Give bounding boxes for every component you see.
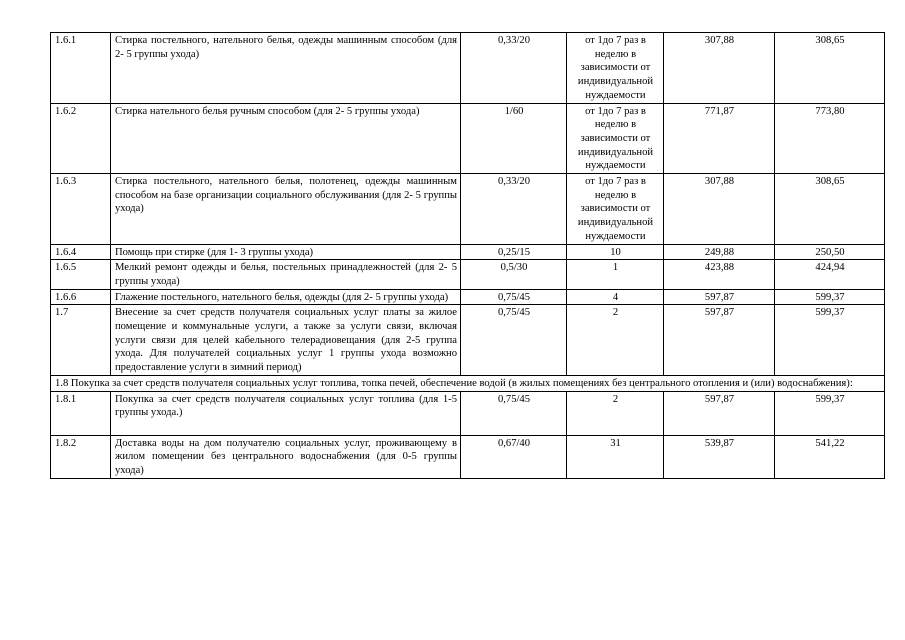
service-code: 1.8.1: [51, 391, 111, 435]
time-norm: 0,75/45: [461, 391, 567, 435]
table-row: [51, 103, 885, 174]
frequency: 31: [567, 435, 664, 478]
time-norm: 0,25/15: [461, 244, 567, 260]
service-code: 1.6.2: [51, 103, 111, 174]
service-description: Доставка воды на дом получателю социальных услуг, проживающему в жилом помещении без центрального водоснабжения (для 0-5 группы ухода): [111, 435, 461, 478]
section-heading: 1.8 Покупка за счет средств получателя социальных услуг топлива, топка печей, обеспечение водой (в жилых помещениях без центрального отопления и (или) водоснабжения):: [51, 375, 885, 391]
service-code: 1.6.5: [51, 260, 111, 289]
tariff-value-2: 541,22: [775, 435, 885, 478]
table-row: [51, 391, 885, 435]
tariff-value-1: 771,87: [664, 103, 775, 174]
table-row: [51, 260, 885, 289]
time-norm: 0,33/20: [461, 33, 567, 104]
tariff-value-1: 307,88: [664, 174, 775, 245]
time-norm: 0,75/45: [461, 305, 567, 376]
tariff-value-1: 597,87: [664, 289, 775, 305]
service-description: Мелкий ремонт одежды и белья, постельных принадлежностей (для 2- 5 группы ухода): [111, 260, 461, 289]
tariff-value-2: 599,37: [775, 289, 885, 305]
tariff-value-1: 423,88: [664, 260, 775, 289]
frequency: от 1до 7 раз в неделю в зависимости от индивидуальной нуждаемости: [567, 33, 664, 104]
service-code: 1.6.3: [51, 174, 111, 245]
service-description: Помощь при стирке (для 1- 3 группы ухода): [111, 244, 461, 260]
tariff-value-2: 424,94: [775, 260, 885, 289]
service-code: 1.6.4: [51, 244, 111, 260]
tariff-value-1: 307,88: [664, 33, 775, 104]
tariff-value-1: 597,87: [664, 305, 775, 376]
service-description: Стирка постельного, нательного белья, полотенец, одежды машинным способом на базе организации социального обслуживания (для 2- 5 группы ухода): [111, 174, 461, 245]
service-code: 1.6.1: [51, 33, 111, 104]
tariff-value-1: 249,88: [664, 244, 775, 260]
service-code: 1.8.2: [51, 435, 111, 478]
table-row: [51, 174, 885, 245]
service-description: Покупка за счет средств получателя социальных услуг топлива (для 1-5 группы ухода.): [111, 391, 461, 435]
service-description: Глажение постельного, нательного белья, одежды (для 2- 5 группы ухода): [111, 289, 461, 305]
table-row: [51, 289, 885, 305]
tariff-value-2: 308,65: [775, 174, 885, 245]
table-row: [51, 435, 885, 478]
service-code: 1.7: [51, 305, 111, 376]
section-row: [51, 375, 885, 391]
time-norm: 1/60: [461, 103, 567, 174]
tariff-value-2: 308,65: [775, 33, 885, 104]
tariff-value-2: 599,37: [775, 391, 885, 435]
table-row: [51, 33, 885, 104]
frequency: 1: [567, 260, 664, 289]
time-norm: 0,67/40: [461, 435, 567, 478]
tariff-value-2: 250,50: [775, 244, 885, 260]
service-code: 1.6.6: [51, 289, 111, 305]
tariff-value-1: 597,87: [664, 391, 775, 435]
table-row: [51, 305, 885, 376]
table-row: [51, 244, 885, 260]
time-norm: 0,33/20: [461, 174, 567, 245]
time-norm: 0,5/30: [461, 260, 567, 289]
service-description: Внесение за счет средств получателя социальных услуг платы за жилое помещение и коммунальные услуги, а также за услуги связи, включая услуги связи для целей кабельного телерадиовещания (для 2-5 группа ухода. Для получателей социальных услуг 1 группы ухода возможно предоставление услуги в зимний период): [111, 305, 461, 376]
tariff-value-1: 539,87: [664, 435, 775, 478]
frequency: от 1до 7 раз в неделю в зависимости от индивидуальной нуждаемости: [567, 103, 664, 174]
tariff-value-2: 599,37: [775, 305, 885, 376]
frequency: 2: [567, 391, 664, 435]
tariff-value-2: 773,80: [775, 103, 885, 174]
time-norm: 0,75/45: [461, 289, 567, 305]
services-tariff-table: [50, 32, 885, 479]
frequency: 2: [567, 305, 664, 376]
frequency: 10: [567, 244, 664, 260]
frequency: от 1до 7 раз в неделю в зависимости от индивидуальной нуждаемости: [567, 174, 664, 245]
service-description: Стирка постельного, нательного белья, одежды машинным способом (для 2- 5 группы ухода): [111, 33, 461, 104]
frequency: 4: [567, 289, 664, 305]
service-description: Стирка нательного белья ручным способом (для 2- 5 группы ухода): [111, 103, 461, 174]
